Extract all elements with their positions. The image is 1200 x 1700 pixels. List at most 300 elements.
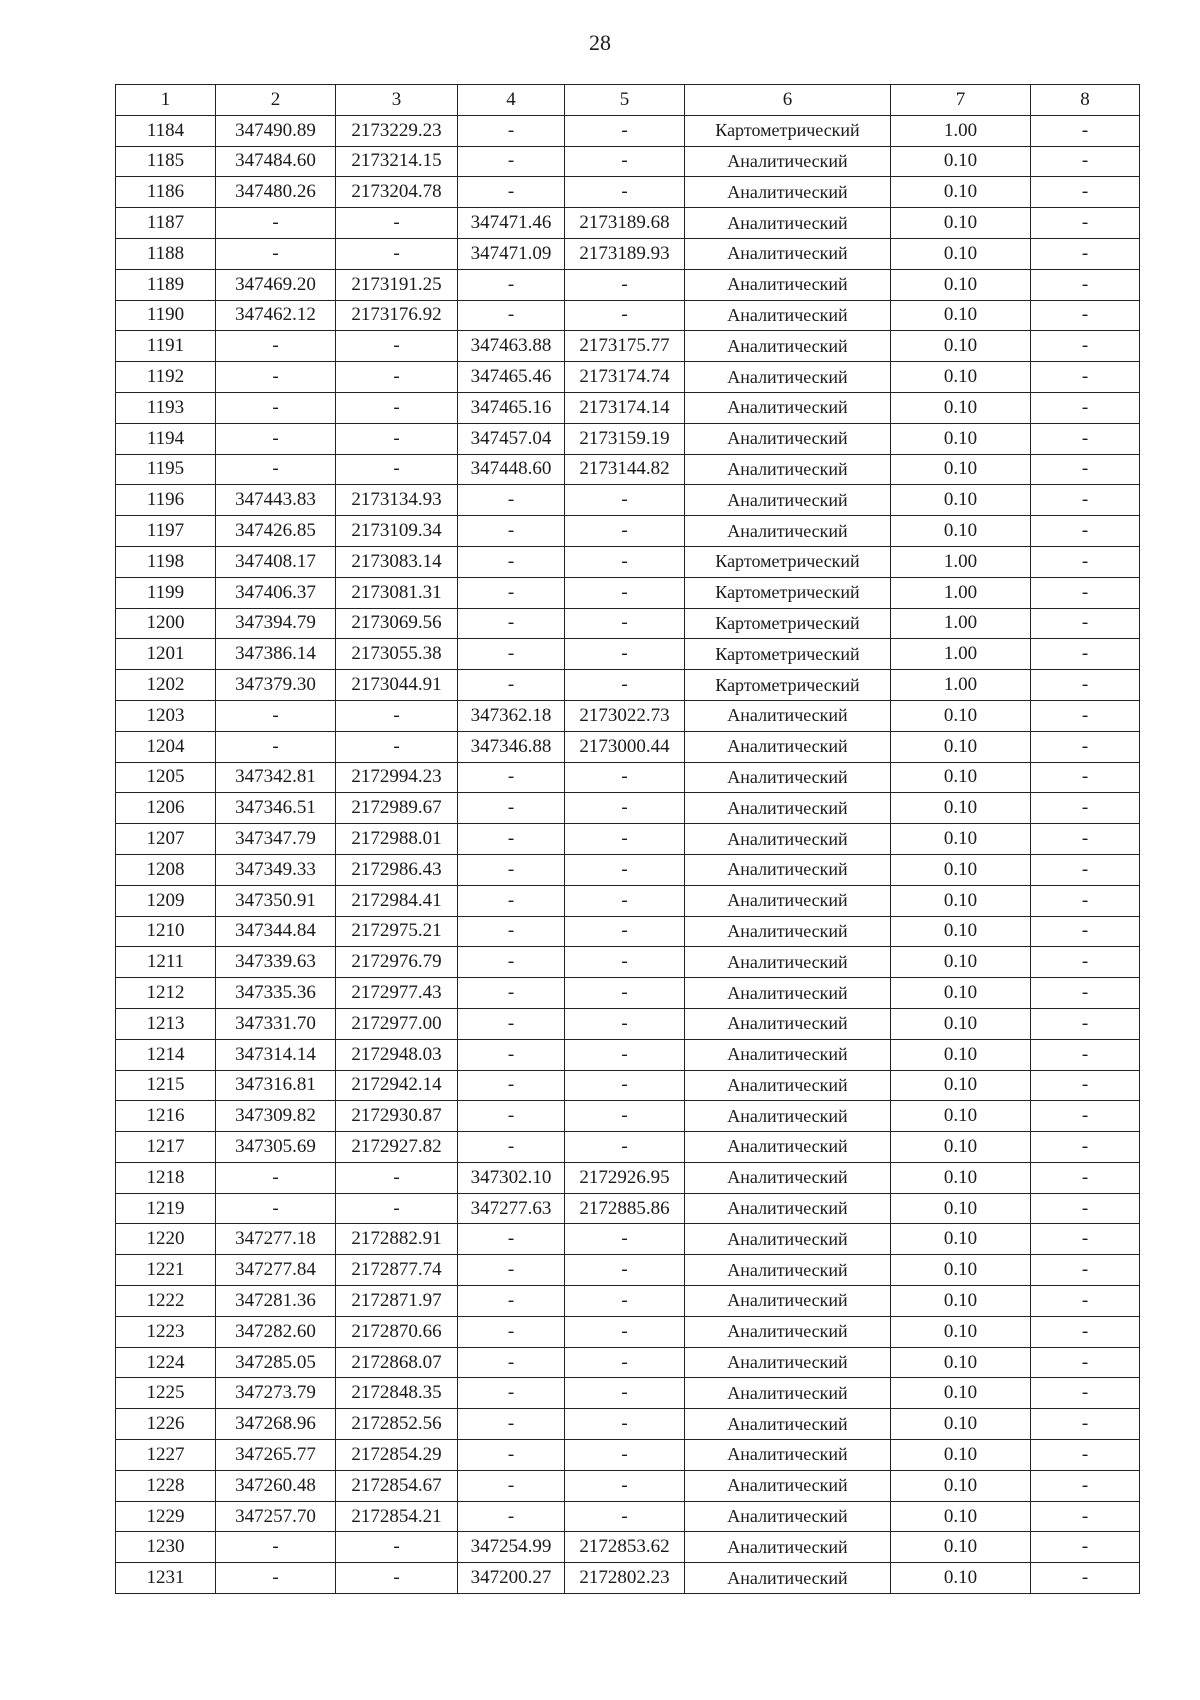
point-number-cell: 1230: [116, 1532, 216, 1563]
table-header-row: [116, 85, 1140, 116]
x-coordinate-cell: 347277.84: [216, 1255, 336, 1286]
y-new-cell: -: [565, 1224, 685, 1255]
x-coordinate-cell: 347346.51: [216, 793, 336, 824]
table-row: [116, 1440, 1140, 1471]
y-new-cell: -: [565, 947, 685, 978]
note-cell: -: [1031, 1070, 1140, 1101]
accuracy-cell: 0.10: [891, 331, 1031, 362]
accuracy-cell: 0.10: [891, 824, 1031, 855]
table-row: [116, 423, 1140, 454]
x-coordinate-cell: -: [216, 454, 336, 485]
table-row: [116, 947, 1140, 978]
table-row: [116, 1470, 1140, 1501]
y-coordinate-cell: 2172975.21: [336, 916, 458, 947]
note-cell: -: [1031, 115, 1140, 146]
x-new-cell: 347465.16: [458, 392, 565, 423]
x-coordinate-cell: 347406.37: [216, 577, 336, 608]
y-coordinate-cell: 2172870.66: [336, 1316, 458, 1347]
x-new-cell: -: [458, 916, 565, 947]
y-new-cell: 2173144.82: [565, 454, 685, 485]
accuracy-cell: 0.10: [891, 1101, 1031, 1132]
method-cell: Аналитический: [685, 423, 891, 454]
method-cell: Аналитический: [685, 1224, 891, 1255]
x-coordinate-cell: -: [216, 208, 336, 239]
y-coordinate-cell: 2172848.35: [336, 1378, 458, 1409]
method-cell: Аналитический: [685, 947, 891, 978]
y-coordinate-cell: -: [336, 1532, 458, 1563]
method-cell: Аналитический: [685, 1132, 891, 1163]
note-cell: -: [1031, 485, 1140, 516]
x-new-cell: 347448.60: [458, 454, 565, 485]
y-new-cell: -: [565, 762, 685, 793]
x-coordinate-cell: 347335.36: [216, 978, 336, 1009]
method-cell: Аналитический: [685, 485, 891, 516]
table-row: [116, 670, 1140, 701]
y-coordinate-cell: -: [336, 238, 458, 269]
method-cell: Аналитический: [685, 916, 891, 947]
table-row: [116, 331, 1140, 362]
x-coordinate-cell: 347305.69: [216, 1132, 336, 1163]
point-number-cell: 1204: [116, 731, 216, 762]
method-cell: Аналитический: [685, 177, 891, 208]
y-coordinate-cell: 2172882.91: [336, 1224, 458, 1255]
point-number-cell: 1215: [116, 1070, 216, 1101]
table-row: [116, 1255, 1140, 1286]
method-cell: Аналитический: [685, 1070, 891, 1101]
y-coordinate-cell: -: [336, 362, 458, 393]
y-new-cell: -: [565, 978, 685, 1009]
note-cell: -: [1031, 1286, 1140, 1317]
method-cell: Аналитический: [685, 269, 891, 300]
note-cell: -: [1031, 1162, 1140, 1193]
y-new-cell: 2172802.23: [565, 1563, 685, 1594]
x-new-cell: -: [458, 854, 565, 885]
accuracy-cell: 0.10: [891, 146, 1031, 177]
y-coordinate-cell: 2173214.15: [336, 146, 458, 177]
y-new-cell: 2173000.44: [565, 731, 685, 762]
x-coordinate-cell: 347490.89: [216, 115, 336, 146]
x-coordinate-cell: 347484.60: [216, 146, 336, 177]
note-cell: -: [1031, 762, 1140, 793]
x-coordinate-cell: 347265.77: [216, 1440, 336, 1471]
y-coordinate-cell: 2173204.78: [336, 177, 458, 208]
table-row: [116, 1193, 1140, 1224]
point-number-cell: 1186: [116, 177, 216, 208]
method-cell: Аналитический: [685, 978, 891, 1009]
point-number-cell: 1219: [116, 1193, 216, 1224]
note-cell: -: [1031, 700, 1140, 731]
x-new-cell: -: [458, 546, 565, 577]
x-coordinate-cell: 347480.26: [216, 177, 336, 208]
note-cell: -: [1031, 423, 1140, 454]
x-coordinate-cell: 347386.14: [216, 639, 336, 670]
y-coordinate-cell: 2173069.56: [336, 608, 458, 639]
y-coordinate-cell: 2172942.14: [336, 1070, 458, 1101]
column-header-1: 1: [116, 85, 216, 116]
table-row: [116, 885, 1140, 916]
x-coordinate-cell: 347285.05: [216, 1347, 336, 1378]
x-new-cell: -: [458, 639, 565, 670]
note-cell: -: [1031, 1193, 1140, 1224]
accuracy-cell: 0.10: [891, 485, 1031, 516]
table-row: [116, 362, 1140, 393]
accuracy-cell: 0.10: [891, 1224, 1031, 1255]
note-cell: -: [1031, 1409, 1140, 1440]
y-new-cell: 2172853.62: [565, 1532, 685, 1563]
y-coordinate-cell: 2172871.97: [336, 1286, 458, 1317]
method-cell: Аналитический: [685, 793, 891, 824]
x-new-cell: -: [458, 1224, 565, 1255]
point-number-cell: 1216: [116, 1101, 216, 1132]
table-row: [116, 1286, 1140, 1317]
y-new-cell: 2172926.95: [565, 1162, 685, 1193]
y-new-cell: 2173174.74: [565, 362, 685, 393]
x-new-cell: -: [458, 824, 565, 855]
accuracy-cell: 0.10: [891, 916, 1031, 947]
accuracy-cell: 0.10: [891, 978, 1031, 1009]
x-coordinate-cell: -: [216, 731, 336, 762]
x-new-cell: -: [458, 885, 565, 916]
y-coordinate-cell: 2172854.29: [336, 1440, 458, 1471]
y-new-cell: -: [565, 1470, 685, 1501]
accuracy-cell: 0.10: [891, 854, 1031, 885]
point-number-cell: 1201: [116, 639, 216, 670]
point-number-cell: 1196: [116, 485, 216, 516]
x-new-cell: -: [458, 762, 565, 793]
x-new-cell: -: [458, 485, 565, 516]
accuracy-cell: 0.10: [891, 1532, 1031, 1563]
y-coordinate-cell: 2173191.25: [336, 269, 458, 300]
y-new-cell: 2172885.86: [565, 1193, 685, 1224]
point-number-cell: 1184: [116, 115, 216, 146]
x-new-cell: 347254.99: [458, 1532, 565, 1563]
y-coordinate-cell: -: [336, 423, 458, 454]
accuracy-cell: 0.10: [891, 362, 1031, 393]
note-cell: -: [1031, 1501, 1140, 1532]
y-new-cell: -: [565, 546, 685, 577]
table-row: [116, 1563, 1140, 1594]
accuracy-cell: 0.10: [891, 392, 1031, 423]
accuracy-cell: 0.10: [891, 700, 1031, 731]
point-number-cell: 1212: [116, 978, 216, 1009]
y-coordinate-cell: -: [336, 208, 458, 239]
y-coordinate-cell: -: [336, 331, 458, 362]
table-row: [116, 1162, 1140, 1193]
column-header-8: 8: [1031, 85, 1140, 116]
y-coordinate-cell: 2172854.21: [336, 1501, 458, 1532]
table-row: [116, 177, 1140, 208]
coordinates-table: [115, 84, 1140, 1594]
note-cell: -: [1031, 362, 1140, 393]
y-new-cell: -: [565, 1501, 685, 1532]
note-cell: -: [1031, 546, 1140, 577]
method-cell: Картометрический: [685, 546, 891, 577]
table-row: [116, 1039, 1140, 1070]
method-cell: Картометрический: [685, 608, 891, 639]
accuracy-cell: 0.10: [891, 1070, 1031, 1101]
accuracy-cell: 1.00: [891, 546, 1031, 577]
method-cell: Аналитический: [685, 238, 891, 269]
method-cell: Аналитический: [685, 1162, 891, 1193]
y-coordinate-cell: 2172976.79: [336, 947, 458, 978]
x-coordinate-cell: 347426.85: [216, 516, 336, 547]
method-cell: Аналитический: [685, 854, 891, 885]
point-number-cell: 1213: [116, 1008, 216, 1039]
point-number-cell: 1225: [116, 1378, 216, 1409]
y-new-cell: -: [565, 1316, 685, 1347]
y-new-cell: -: [565, 1347, 685, 1378]
note-cell: -: [1031, 1316, 1140, 1347]
x-new-cell: -: [458, 1316, 565, 1347]
y-coordinate-cell: -: [336, 392, 458, 423]
point-number-cell: 1220: [116, 1224, 216, 1255]
accuracy-cell: 1.00: [891, 577, 1031, 608]
table-row: [116, 700, 1140, 731]
x-coordinate-cell: 347339.63: [216, 947, 336, 978]
accuracy-cell: 0.10: [891, 1193, 1031, 1224]
accuracy-cell: 0.10: [891, 1347, 1031, 1378]
y-new-cell: -: [565, 1286, 685, 1317]
point-number-cell: 1206: [116, 793, 216, 824]
x-new-cell: -: [458, 1008, 565, 1039]
table-row: [116, 115, 1140, 146]
method-cell: Аналитический: [685, 1316, 891, 1347]
y-new-cell: -: [565, 1255, 685, 1286]
x-coordinate-cell: 347281.36: [216, 1286, 336, 1317]
y-coordinate-cell: 2172988.01: [336, 824, 458, 855]
x-coordinate-cell: -: [216, 362, 336, 393]
point-number-cell: 1191: [116, 331, 216, 362]
x-coordinate-cell: -: [216, 423, 336, 454]
accuracy-cell: 0.10: [891, 1470, 1031, 1501]
note-cell: -: [1031, 1255, 1140, 1286]
note-cell: -: [1031, 577, 1140, 608]
point-number-cell: 1185: [116, 146, 216, 177]
table-row: [116, 793, 1140, 824]
method-cell: Аналитический: [685, 362, 891, 393]
x-new-cell: 347457.04: [458, 423, 565, 454]
accuracy-cell: 1.00: [891, 639, 1031, 670]
y-coordinate-cell: 2173109.34: [336, 516, 458, 547]
x-new-cell: -: [458, 177, 565, 208]
note-cell: -: [1031, 1039, 1140, 1070]
x-new-cell: -: [458, 1501, 565, 1532]
y-new-cell: -: [565, 269, 685, 300]
x-coordinate-cell: 347257.70: [216, 1501, 336, 1532]
y-coordinate-cell: 2172977.43: [336, 978, 458, 1009]
column-header-4: 4: [458, 85, 565, 116]
x-new-cell: 347346.88: [458, 731, 565, 762]
table-row: [116, 1008, 1140, 1039]
note-cell: -: [1031, 1008, 1140, 1039]
note-cell: -: [1031, 1101, 1140, 1132]
note-cell: -: [1031, 1378, 1140, 1409]
method-cell: Аналитический: [685, 700, 891, 731]
point-number-cell: 1226: [116, 1409, 216, 1440]
point-number-cell: 1195: [116, 454, 216, 485]
point-number-cell: 1189: [116, 269, 216, 300]
point-number-cell: 1199: [116, 577, 216, 608]
accuracy-cell: 0.10: [891, 423, 1031, 454]
x-new-cell: -: [458, 670, 565, 701]
method-cell: Аналитический: [685, 1101, 891, 1132]
point-number-cell: 1218: [116, 1162, 216, 1193]
y-new-cell: -: [565, 1101, 685, 1132]
y-new-cell: 2173189.68: [565, 208, 685, 239]
note-cell: -: [1031, 238, 1140, 269]
y-coordinate-cell: 2172852.56: [336, 1409, 458, 1440]
y-coordinate-cell: 2172989.67: [336, 793, 458, 824]
accuracy-cell: 0.10: [891, 269, 1031, 300]
x-new-cell: -: [458, 1132, 565, 1163]
note-cell: -: [1031, 300, 1140, 331]
accuracy-cell: 0.10: [891, 1255, 1031, 1286]
y-new-cell: 2173189.93: [565, 238, 685, 269]
x-new-cell: 347471.09: [458, 238, 565, 269]
table-row: [116, 608, 1140, 639]
method-cell: Аналитический: [685, 516, 891, 547]
method-cell: Картометрический: [685, 115, 891, 146]
table-row: [116, 1070, 1140, 1101]
y-new-cell: -: [565, 115, 685, 146]
method-cell: Аналитический: [685, 1440, 891, 1471]
point-number-cell: 1190: [116, 300, 216, 331]
table-row: [116, 392, 1140, 423]
method-cell: Картометрический: [685, 577, 891, 608]
y-new-cell: 2173159.19: [565, 423, 685, 454]
method-cell: Аналитический: [685, 1409, 891, 1440]
point-number-cell: 1198: [116, 546, 216, 577]
note-cell: -: [1031, 824, 1140, 855]
x-coordinate-cell: 347350.91: [216, 885, 336, 916]
y-new-cell: -: [565, 485, 685, 516]
table-row: [116, 238, 1140, 269]
y-coordinate-cell: 2172984.41: [336, 885, 458, 916]
accuracy-cell: 0.10: [891, 208, 1031, 239]
method-cell: Аналитический: [685, 1193, 891, 1224]
x-coordinate-cell: 347342.81: [216, 762, 336, 793]
accuracy-cell: 0.10: [891, 762, 1031, 793]
accuracy-cell: 1.00: [891, 608, 1031, 639]
table-row: [116, 546, 1140, 577]
table-row: [116, 454, 1140, 485]
y-new-cell: -: [565, 916, 685, 947]
y-new-cell: -: [565, 793, 685, 824]
accuracy-cell: 0.10: [891, 1039, 1031, 1070]
x-new-cell: -: [458, 146, 565, 177]
note-cell: -: [1031, 1532, 1140, 1563]
y-coordinate-cell: -: [336, 700, 458, 731]
x-coordinate-cell: -: [216, 1193, 336, 1224]
method-cell: Аналитический: [685, 1255, 891, 1286]
y-new-cell: -: [565, 824, 685, 855]
accuracy-cell: 0.10: [891, 1378, 1031, 1409]
note-cell: -: [1031, 331, 1140, 362]
table-body: [116, 115, 1140, 1593]
method-cell: Аналитический: [685, 146, 891, 177]
point-number-cell: 1222: [116, 1286, 216, 1317]
table-row: [116, 146, 1140, 177]
y-new-cell: -: [565, 1070, 685, 1101]
y-new-cell: 2173175.77: [565, 331, 685, 362]
x-coordinate-cell: -: [216, 392, 336, 423]
note-cell: -: [1031, 1440, 1140, 1471]
x-new-cell: 347302.10: [458, 1162, 565, 1193]
point-number-cell: 1227: [116, 1440, 216, 1471]
point-number-cell: 1209: [116, 885, 216, 916]
column-header-6: 6: [685, 85, 891, 116]
method-cell: Аналитический: [685, 1563, 891, 1594]
x-coordinate-cell: 347282.60: [216, 1316, 336, 1347]
y-new-cell: -: [565, 639, 685, 670]
x-coordinate-cell: 347309.82: [216, 1101, 336, 1132]
accuracy-cell: 1.00: [891, 670, 1031, 701]
accuracy-cell: 0.10: [891, 1409, 1031, 1440]
x-new-cell: -: [458, 978, 565, 1009]
x-new-cell: 347471.46: [458, 208, 565, 239]
x-coordinate-cell: 347394.79: [216, 608, 336, 639]
point-number-cell: 1228: [116, 1470, 216, 1501]
point-number-cell: 1231: [116, 1563, 216, 1594]
x-coordinate-cell: 347331.70: [216, 1008, 336, 1039]
x-coordinate-cell: -: [216, 1563, 336, 1594]
x-coordinate-cell: 347349.33: [216, 854, 336, 885]
x-coordinate-cell: 347273.79: [216, 1378, 336, 1409]
x-coordinate-cell: -: [216, 1532, 336, 1563]
table-row: [116, 1316, 1140, 1347]
point-number-cell: 1192: [116, 362, 216, 393]
accuracy-cell: 0.10: [891, 1501, 1031, 1532]
point-number-cell: 1197: [116, 516, 216, 547]
table-row: [116, 854, 1140, 885]
note-cell: -: [1031, 454, 1140, 485]
x-new-cell: -: [458, 1070, 565, 1101]
y-coordinate-cell: 2173055.38: [336, 639, 458, 670]
accuracy-cell: 0.10: [891, 885, 1031, 916]
point-number-cell: 1202: [116, 670, 216, 701]
x-new-cell: -: [458, 1101, 565, 1132]
x-new-cell: -: [458, 1039, 565, 1070]
x-new-cell: -: [458, 1470, 565, 1501]
table-row: [116, 1347, 1140, 1378]
x-coordinate-cell: 347408.17: [216, 546, 336, 577]
accuracy-cell: 0.10: [891, 947, 1031, 978]
column-header-7: 7: [891, 85, 1031, 116]
x-coordinate-cell: 347443.83: [216, 485, 336, 516]
x-new-cell: 347277.63: [458, 1193, 565, 1224]
method-cell: Картометрический: [685, 670, 891, 701]
note-cell: -: [1031, 392, 1140, 423]
y-coordinate-cell: 2173134.93: [336, 485, 458, 516]
table-row: [116, 485, 1140, 516]
note-cell: -: [1031, 854, 1140, 885]
y-coordinate-cell: 2173081.31: [336, 577, 458, 608]
note-cell: -: [1031, 177, 1140, 208]
y-coordinate-cell: -: [336, 1563, 458, 1594]
x-new-cell: -: [458, 115, 565, 146]
table-row: [116, 1409, 1140, 1440]
accuracy-cell: 0.10: [891, 1286, 1031, 1317]
method-cell: Аналитический: [685, 1470, 891, 1501]
method-cell: Аналитический: [685, 1347, 891, 1378]
x-new-cell: -: [458, 300, 565, 331]
point-number-cell: 1211: [116, 947, 216, 978]
method-cell: Аналитический: [685, 1039, 891, 1070]
note-cell: -: [1031, 670, 1140, 701]
x-coordinate-cell: -: [216, 331, 336, 362]
accuracy-cell: 1.00: [891, 115, 1031, 146]
note-cell: -: [1031, 793, 1140, 824]
